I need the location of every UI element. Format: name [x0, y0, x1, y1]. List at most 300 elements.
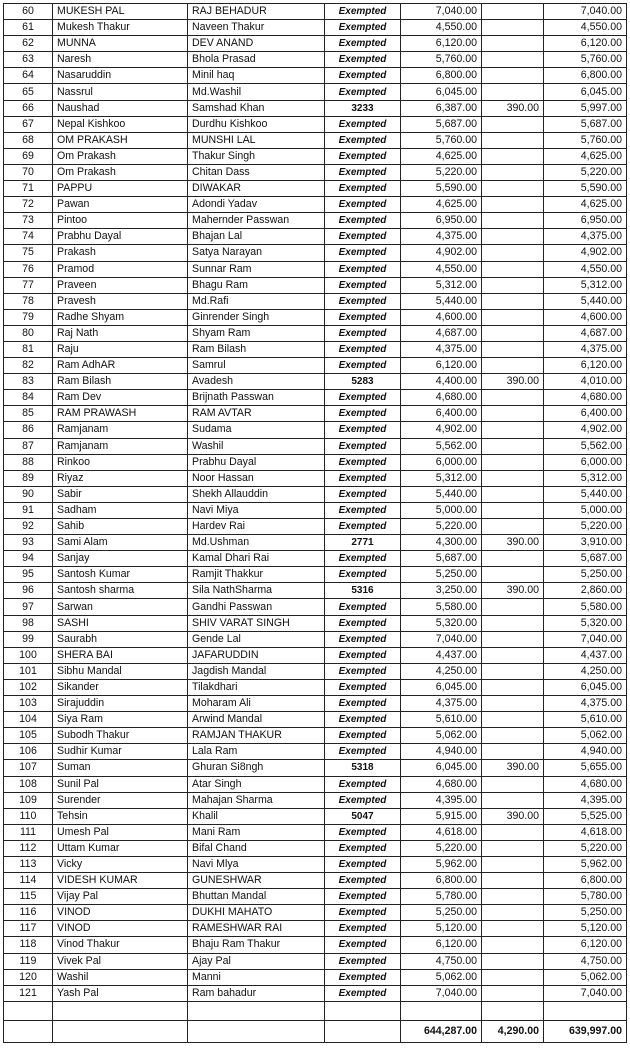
status-cell: 5316: [325, 583, 401, 599]
gross-amount-cell: 7,040.00: [401, 631, 482, 647]
deduction-cell: [482, 406, 544, 422]
father-name-cell: Ghuran Si8ngh: [188, 760, 325, 776]
father-name-cell: Washil: [188, 438, 325, 454]
serial-number-cell: 101: [4, 663, 53, 679]
status-cell: Exempted: [325, 68, 401, 84]
deduction-cell: [482, 454, 544, 470]
deduction-cell: [482, 4, 544, 20]
table-row: [4, 116, 627, 132]
status-cell: Exempted: [325, 856, 401, 872]
serial-number-cell: 109: [4, 792, 53, 808]
serial-number-cell: 117: [4, 921, 53, 937]
status-cell: 2771: [325, 535, 401, 551]
serial-number-cell: 70: [4, 164, 53, 180]
total-gross: 644,287.00: [401, 1020, 482, 1042]
table-row: [4, 631, 627, 647]
net-amount-cell: 5,062.00: [544, 969, 627, 985]
table-row: [4, 969, 627, 985]
worker-name-cell: Naushad: [53, 100, 188, 116]
father-name-cell: Ginrender Singh: [188, 309, 325, 325]
net-amount-cell: 4,010.00: [544, 374, 627, 390]
table-row: [4, 164, 627, 180]
deduction-cell: 390.00: [482, 535, 544, 551]
deduction-cell: [482, 567, 544, 583]
father-name-cell: Minil haq: [188, 68, 325, 84]
gross-amount-cell: 5,780.00: [401, 889, 482, 905]
worker-name-cell: SHERA BAI: [53, 647, 188, 663]
gross-amount-cell: 4,680.00: [401, 390, 482, 406]
father-name-cell: Atar Singh: [188, 776, 325, 792]
worker-name-cell: Surender: [53, 792, 188, 808]
father-name-cell: Ram Bilash: [188, 341, 325, 357]
net-amount-cell: 5,562.00: [544, 438, 627, 454]
worker-name-cell: Sikander: [53, 679, 188, 695]
father-name-cell: Bhajan Lal: [188, 229, 325, 245]
status-cell: Exempted: [325, 261, 401, 277]
status-cell: Exempted: [325, 840, 401, 856]
net-amount-cell: 6,000.00: [544, 454, 627, 470]
status-cell: Exempted: [325, 325, 401, 341]
table-row: [4, 52, 627, 68]
net-amount-cell: 4,940.00: [544, 744, 627, 760]
table-row: [4, 808, 627, 824]
worker-name-cell: Prabhu Dayal: [53, 229, 188, 245]
gross-amount-cell: 4,680.00: [401, 776, 482, 792]
serial-number-cell: 110: [4, 808, 53, 824]
serial-number-cell: 61: [4, 20, 53, 36]
table-row: [4, 197, 627, 213]
deduction-cell: [482, 486, 544, 502]
status-cell: Exempted: [325, 454, 401, 470]
net-amount-cell: 5,312.00: [544, 277, 627, 293]
serial-number-cell: 121: [4, 985, 53, 1001]
serial-number-cell: 82: [4, 358, 53, 374]
father-name-cell: Brijnath Passwan: [188, 390, 325, 406]
register-rows: [4, 4, 627, 1002]
deduction-cell: [482, 905, 544, 921]
deduction-cell: [482, 728, 544, 744]
table-row: [4, 985, 627, 1001]
worker-name-cell: Nassrul: [53, 84, 188, 100]
gross-amount-cell: 4,250.00: [401, 663, 482, 679]
table-row: [4, 889, 627, 905]
table-row: [4, 953, 627, 969]
deduction-cell: [482, 519, 544, 535]
table-row: [4, 486, 627, 502]
worker-name-cell: Saurabh: [53, 631, 188, 647]
serial-number-cell: 105: [4, 728, 53, 744]
deduction-cell: 390.00: [482, 100, 544, 116]
status-cell: Exempted: [325, 470, 401, 486]
status-cell: Exempted: [325, 792, 401, 808]
worker-name-cell: Om Prakash: [53, 148, 188, 164]
serial-number-cell: 87: [4, 438, 53, 454]
serial-number-cell: 98: [4, 615, 53, 631]
table-row: [4, 647, 627, 663]
deduction-cell: [482, 824, 544, 840]
serial-number-cell: 80: [4, 325, 53, 341]
net-amount-cell: 5,580.00: [544, 599, 627, 615]
gross-amount-cell: 4,300.00: [401, 535, 482, 551]
worker-name-cell: OM PRAKASH: [53, 132, 188, 148]
father-name-cell: SHIV VARAT SINGH: [188, 615, 325, 631]
status-cell: Exempted: [325, 164, 401, 180]
gross-amount-cell: 6,950.00: [401, 213, 482, 229]
worker-name-cell: Praveen: [53, 277, 188, 293]
status-cell: Exempted: [325, 937, 401, 953]
worker-name-cell: VINOD: [53, 905, 188, 921]
father-name-cell: Gende Lal: [188, 631, 325, 647]
deduction-cell: [482, 744, 544, 760]
status-cell: Exempted: [325, 824, 401, 840]
gross-amount-cell: 4,625.00: [401, 148, 482, 164]
net-amount-cell: 5,780.00: [544, 889, 627, 905]
deduction-cell: [482, 921, 544, 937]
status-cell: Exempted: [325, 679, 401, 695]
gross-amount-cell: 4,395.00: [401, 792, 482, 808]
net-amount-cell: 5,312.00: [544, 470, 627, 486]
status-cell: Exempted: [325, 36, 401, 52]
table-row: [4, 277, 627, 293]
deduction-cell: [482, 390, 544, 406]
net-amount-cell: 4,902.00: [544, 422, 627, 438]
deduction-cell: [482, 792, 544, 808]
serial-number-cell: 84: [4, 390, 53, 406]
net-amount-cell: 4,750.00: [544, 953, 627, 969]
worker-name-cell: Pintoo: [53, 213, 188, 229]
status-cell: Exempted: [325, 422, 401, 438]
net-amount-cell: 5,525.00: [544, 808, 627, 824]
status-cell: 3233: [325, 100, 401, 116]
serial-number-cell: 68: [4, 132, 53, 148]
table-row: [4, 840, 627, 856]
status-cell: Exempted: [325, 229, 401, 245]
gross-amount-cell: 5,062.00: [401, 728, 482, 744]
blank-cell: [544, 1001, 627, 1020]
table-row: [4, 229, 627, 245]
blank-cell: [53, 1020, 188, 1042]
net-amount-cell: 4,902.00: [544, 245, 627, 261]
father-name-cell: Lala Ram: [188, 744, 325, 760]
father-name-cell: Avadesh: [188, 374, 325, 390]
serial-number-cell: 67: [4, 116, 53, 132]
status-cell: Exempted: [325, 213, 401, 229]
status-cell: Exempted: [325, 309, 401, 325]
serial-number-cell: 102: [4, 679, 53, 695]
status-cell: Exempted: [325, 197, 401, 213]
serial-number-cell: 71: [4, 181, 53, 197]
deduction-cell: [482, 148, 544, 164]
father-name-cell: Hardev Rai: [188, 519, 325, 535]
table-row: [4, 744, 627, 760]
serial-number-cell: 77: [4, 277, 53, 293]
father-name-cell: Mahernder Passwan: [188, 213, 325, 229]
worker-name-cell: Nepal Kishkoo: [53, 116, 188, 132]
table-row: [4, 84, 627, 100]
net-amount-cell: 4,375.00: [544, 229, 627, 245]
gross-amount-cell: 6,800.00: [401, 873, 482, 889]
status-cell: Exempted: [325, 631, 401, 647]
worker-name-cell: Sirajuddin: [53, 696, 188, 712]
net-amount-cell: 4,250.00: [544, 663, 627, 679]
worker-name-cell: Umesh Pal: [53, 824, 188, 840]
worker-name-cell: Vicky: [53, 856, 188, 872]
father-name-cell: Bifal Chand: [188, 840, 325, 856]
table-row: [4, 100, 627, 116]
status-cell: Exempted: [325, 277, 401, 293]
worker-name-cell: Raj Nath: [53, 325, 188, 341]
father-name-cell: Jagdish Mandal: [188, 663, 325, 679]
table-row: [4, 422, 627, 438]
table-row: [4, 551, 627, 567]
serial-number-cell: 63: [4, 52, 53, 68]
deduction-cell: [482, 261, 544, 277]
serial-number-cell: 114: [4, 873, 53, 889]
deduction-cell: [482, 776, 544, 792]
gross-amount-cell: 4,687.00: [401, 325, 482, 341]
net-amount-cell: 5,440.00: [544, 486, 627, 502]
net-amount-cell: 6,120.00: [544, 937, 627, 953]
serial-number-cell: 108: [4, 776, 53, 792]
father-name-cell: RAMJAN THAKUR: [188, 728, 325, 744]
blank-cell: [482, 1001, 544, 1020]
gross-amount-cell: 5,220.00: [401, 840, 482, 856]
table-row: [4, 519, 627, 535]
blank-cell: [401, 1001, 482, 1020]
table-row: [4, 663, 627, 679]
table-row: [4, 68, 627, 84]
serial-number-cell: 103: [4, 696, 53, 712]
father-name-cell: Samshad Khan: [188, 100, 325, 116]
net-amount-cell: 5,760.00: [544, 132, 627, 148]
gross-amount-cell: 5,760.00: [401, 132, 482, 148]
worker-name-cell: Raju: [53, 341, 188, 357]
gross-amount-cell: 5,120.00: [401, 921, 482, 937]
register-footer: [4, 1001, 627, 1042]
deduction-cell: [482, 325, 544, 341]
worker-name-cell: Pravesh: [53, 293, 188, 309]
status-cell: Exempted: [325, 148, 401, 164]
status-cell: Exempted: [325, 20, 401, 36]
gross-amount-cell: 4,902.00: [401, 245, 482, 261]
deduction-cell: [482, 599, 544, 615]
worker-name-cell: Sudhir Kumar: [53, 744, 188, 760]
gross-amount-cell: 4,750.00: [401, 953, 482, 969]
father-name-cell: Md.Rafi: [188, 293, 325, 309]
serial-number-cell: 62: [4, 36, 53, 52]
worker-name-cell: Pawan: [53, 197, 188, 213]
gross-amount-cell: 5,220.00: [401, 519, 482, 535]
table-row: [4, 712, 627, 728]
deduction-cell: [482, 213, 544, 229]
worker-name-cell: VINOD: [53, 921, 188, 937]
serial-number-cell: 90: [4, 486, 53, 502]
serial-number-cell: 100: [4, 647, 53, 663]
father-name-cell: Tilakdhari: [188, 679, 325, 695]
gross-amount-cell: 4,600.00: [401, 309, 482, 325]
gross-amount-cell: 5,687.00: [401, 551, 482, 567]
net-amount-cell: 4,437.00: [544, 647, 627, 663]
table-row: [4, 181, 627, 197]
table-row: [4, 341, 627, 357]
net-amount-cell: 6,400.00: [544, 406, 627, 422]
father-name-cell: MUNSHI LAL: [188, 132, 325, 148]
father-name-cell: Manni: [188, 969, 325, 985]
serial-number-cell: 85: [4, 406, 53, 422]
serial-number-cell: 99: [4, 631, 53, 647]
status-cell: Exempted: [325, 985, 401, 1001]
total-net: 639,997.00: [544, 1020, 627, 1042]
table-row: [4, 454, 627, 470]
net-amount-cell: 4,680.00: [544, 776, 627, 792]
father-name-cell: Bhola Prasad: [188, 52, 325, 68]
father-name-cell: Mahajan Sharma: [188, 792, 325, 808]
status-cell: Exempted: [325, 132, 401, 148]
net-amount-cell: 5,655.00: [544, 760, 627, 776]
worker-name-cell: Pramod: [53, 261, 188, 277]
deduction-cell: [482, 245, 544, 261]
gross-amount-cell: 5,312.00: [401, 470, 482, 486]
table-row: [4, 873, 627, 889]
table-row: [4, 293, 627, 309]
status-cell: Exempted: [325, 663, 401, 679]
serial-number-cell: 119: [4, 953, 53, 969]
father-name-cell: RAM AVTAR: [188, 406, 325, 422]
net-amount-cell: 6,045.00: [544, 679, 627, 695]
table-row: [4, 921, 627, 937]
status-cell: Exempted: [325, 776, 401, 792]
worker-name-cell: Suman: [53, 760, 188, 776]
net-amount-cell: 5,687.00: [544, 551, 627, 567]
net-amount-cell: 4,375.00: [544, 696, 627, 712]
deduction-cell: [482, 341, 544, 357]
serial-number-cell: 92: [4, 519, 53, 535]
net-amount-cell: 5,320.00: [544, 615, 627, 631]
table-row: [4, 535, 627, 551]
worker-name-cell: Tehsin: [53, 808, 188, 824]
serial-number-cell: 111: [4, 824, 53, 840]
deduction-cell: 390.00: [482, 760, 544, 776]
deduction-cell: [482, 615, 544, 631]
gross-amount-cell: 4,550.00: [401, 261, 482, 277]
worker-name-cell: MUNNA: [53, 36, 188, 52]
status-cell: Exempted: [325, 567, 401, 583]
status-cell: Exempted: [325, 406, 401, 422]
serial-number-cell: 107: [4, 760, 53, 776]
deduction-cell: [482, 985, 544, 1001]
deduction-cell: [482, 712, 544, 728]
gross-amount-cell: 4,400.00: [401, 374, 482, 390]
serial-number-cell: 74: [4, 229, 53, 245]
gross-amount-cell: 6,045.00: [401, 679, 482, 695]
worker-name-cell: Ram Bilash: [53, 374, 188, 390]
status-cell: Exempted: [325, 116, 401, 132]
net-amount-cell: 5,687.00: [544, 116, 627, 132]
deduction-cell: [482, 502, 544, 518]
father-name-cell: Noor Hassan: [188, 470, 325, 486]
net-amount-cell: 5,250.00: [544, 567, 627, 583]
gross-amount-cell: 6,800.00: [401, 68, 482, 84]
total-deduction: 4,290.00: [482, 1020, 544, 1042]
gross-amount-cell: 4,940.00: [401, 744, 482, 760]
father-name-cell: Bhuttan Mandal: [188, 889, 325, 905]
father-name-cell: Satya Narayan: [188, 245, 325, 261]
table-row: [4, 406, 627, 422]
worker-name-cell: Sadham: [53, 502, 188, 518]
table-row: [4, 792, 627, 808]
status-cell: Exempted: [325, 889, 401, 905]
father-name-cell: Sunnar Ram: [188, 261, 325, 277]
status-cell: Exempted: [325, 599, 401, 615]
table-row: [4, 438, 627, 454]
father-name-cell: JAFARUDDIN: [188, 647, 325, 663]
deduction-cell: [482, 293, 544, 309]
net-amount-cell: 6,045.00: [544, 84, 627, 100]
serial-number-cell: 93: [4, 535, 53, 551]
deduction-cell: 390.00: [482, 374, 544, 390]
gross-amount-cell: 6,120.00: [401, 358, 482, 374]
deduction-cell: [482, 953, 544, 969]
deduction-cell: [482, 873, 544, 889]
gross-amount-cell: 4,375.00: [401, 229, 482, 245]
status-cell: Exempted: [325, 502, 401, 518]
net-amount-cell: 5,120.00: [544, 921, 627, 937]
worker-name-cell: PAPPU: [53, 181, 188, 197]
gross-amount-cell: 5,320.00: [401, 615, 482, 631]
father-name-cell: Samrul: [188, 358, 325, 374]
father-name-cell: DUKHI MAHATO: [188, 905, 325, 921]
table-row: [4, 358, 627, 374]
deduction-cell: [482, 470, 544, 486]
father-name-cell: RAJ BEHADUR: [188, 4, 325, 20]
table-row: [4, 824, 627, 840]
gross-amount-cell: 5,760.00: [401, 52, 482, 68]
status-cell: 5318: [325, 760, 401, 776]
table-row: [4, 132, 627, 148]
status-cell: Exempted: [325, 358, 401, 374]
table-row: [4, 309, 627, 325]
gross-amount-cell: 4,902.00: [401, 422, 482, 438]
father-name-cell: Naveen Thakur: [188, 20, 325, 36]
serial-number-cell: 78: [4, 293, 53, 309]
serial-number-cell: 106: [4, 744, 53, 760]
deduction-cell: [482, 969, 544, 985]
serial-number-cell: 96: [4, 583, 53, 599]
serial-number-cell: 88: [4, 454, 53, 470]
serial-number-cell: 104: [4, 712, 53, 728]
deduction-cell: [482, 84, 544, 100]
serial-number-cell: 115: [4, 889, 53, 905]
status-cell: Exempted: [325, 52, 401, 68]
net-amount-cell: 5,000.00: [544, 502, 627, 518]
worker-name-cell: Sunil Pal: [53, 776, 188, 792]
table-row: [4, 36, 627, 52]
status-cell: Exempted: [325, 245, 401, 261]
gross-amount-cell: 5,250.00: [401, 567, 482, 583]
father-name-cell: Khalil: [188, 808, 325, 824]
worker-name-cell: Sarwan: [53, 599, 188, 615]
net-amount-cell: 5,220.00: [544, 519, 627, 535]
status-cell: 5283: [325, 374, 401, 390]
worker-name-cell: Sami Alam: [53, 535, 188, 551]
gross-amount-cell: 6,000.00: [401, 454, 482, 470]
worker-name-cell: MUKESH PAL: [53, 4, 188, 20]
father-name-cell: Ram bahadur: [188, 985, 325, 1001]
status-cell: Exempted: [325, 712, 401, 728]
worker-name-cell: Sanjay: [53, 551, 188, 567]
net-amount-cell: 5,590.00: [544, 181, 627, 197]
blank-cell: [188, 1020, 325, 1042]
